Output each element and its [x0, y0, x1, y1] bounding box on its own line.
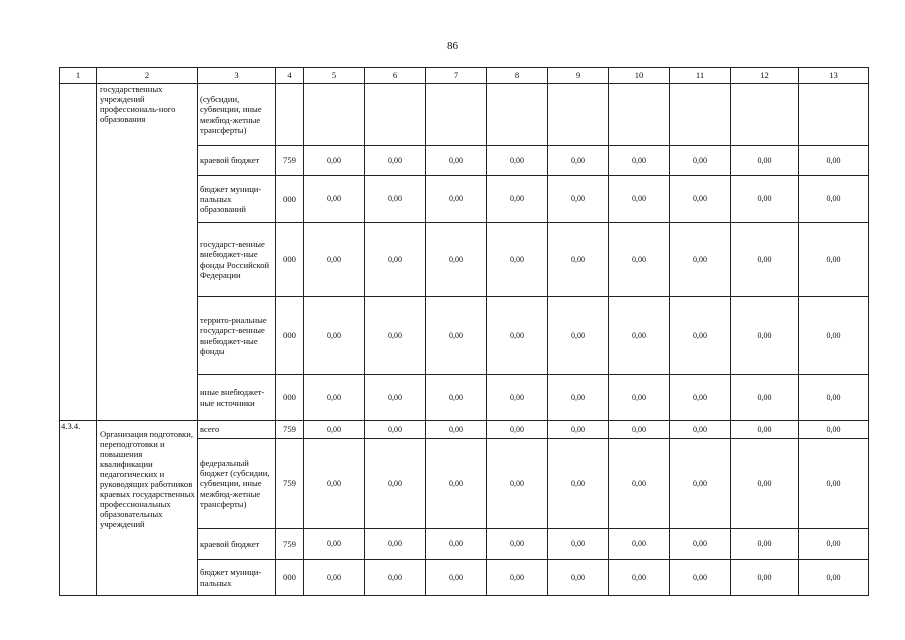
- header-row: [60, 68, 869, 84]
- funding-source-cell: бюджет муници-пальных образований: [198, 176, 276, 223]
- value-cell: 0,00: [304, 560, 365, 596]
- funding-source-cell: краевой бюджет: [198, 529, 276, 560]
- value-cell: 0,00: [799, 421, 869, 439]
- header-cell: 3: [198, 68, 276, 84]
- value-cell: 0,00: [731, 146, 799, 176]
- value-cell: 0,00: [609, 146, 670, 176]
- value-cell: 0,00: [799, 146, 869, 176]
- value-cell: 0,00: [731, 421, 799, 439]
- value-cell: 0,00: [487, 421, 548, 439]
- value-cell: [426, 84, 487, 146]
- block-b: [60, 421, 869, 596]
- value-cell: 0,00: [304, 375, 365, 421]
- value-cell: 0,00: [365, 146, 426, 176]
- header-cell: 2: [97, 68, 198, 84]
- value-cell: [609, 84, 670, 146]
- value-cell: 0,00: [548, 560, 609, 596]
- table-row: [60, 421, 869, 439]
- value-cell: [799, 84, 869, 146]
- value-cell: 0,00: [304, 223, 365, 297]
- code-cell: 000: [276, 560, 304, 596]
- item-number-cell: 4.3.4.: [60, 421, 97, 596]
- item-number-cell: [60, 84, 97, 421]
- funding-source-cell: террито-риальные государст-венные внебюджет-ные фонды: [198, 297, 276, 375]
- value-cell: 0,00: [304, 146, 365, 176]
- value-cell: 0,00: [670, 297, 731, 375]
- value-cell: 0,00: [426, 176, 487, 223]
- value-cell: 0,00: [487, 375, 548, 421]
- value-cell: 0,00: [365, 421, 426, 439]
- value-cell: 0,00: [731, 297, 799, 375]
- value-cell: 0,00: [731, 529, 799, 560]
- value-cell: 0,00: [670, 223, 731, 297]
- value-cell: 0,00: [365, 439, 426, 529]
- value-cell: 0,00: [670, 529, 731, 560]
- funding-source-cell: иные внебюджет-ные источники: [198, 375, 276, 421]
- value-cell: 0,00: [365, 529, 426, 560]
- value-cell: 0,00: [426, 439, 487, 529]
- value-cell: [731, 84, 799, 146]
- value-cell: 0,00: [426, 560, 487, 596]
- value-cell: 0,00: [670, 375, 731, 421]
- value-cell: 0,00: [487, 176, 548, 223]
- value-cell: 0,00: [609, 223, 670, 297]
- item-name-text: государственных учреждений профессиональ-ного образования: [100, 84, 176, 125]
- funding-source-cell: бюджет муници-пальных: [198, 560, 276, 596]
- value-cell: 0,00: [487, 560, 548, 596]
- value-cell: [670, 84, 731, 146]
- value-cell: 0,00: [548, 176, 609, 223]
- code-cell: 759: [276, 146, 304, 176]
- code-cell: [276, 84, 304, 146]
- block-a: [60, 84, 869, 421]
- code-cell: 000: [276, 223, 304, 297]
- header-cell: 6: [365, 68, 426, 84]
- value-cell: 0,00: [487, 223, 548, 297]
- value-cell: 0,00: [799, 297, 869, 375]
- value-cell: 0,00: [548, 375, 609, 421]
- value-cell: 0,00: [799, 223, 869, 297]
- value-cell: 0,00: [426, 529, 487, 560]
- value-cell: 0,00: [799, 560, 869, 596]
- header-cell: 7: [426, 68, 487, 84]
- code-cell: 000: [276, 297, 304, 375]
- code-cell: 759: [276, 529, 304, 560]
- value-cell: 0,00: [670, 421, 731, 439]
- value-cell: 0,00: [670, 176, 731, 223]
- value-cell: 0,00: [365, 176, 426, 223]
- value-cell: 0,00: [426, 421, 487, 439]
- value-cell: 0,00: [365, 223, 426, 297]
- value-cell: 0,00: [609, 439, 670, 529]
- value-cell: 0,00: [426, 297, 487, 375]
- funding-source-cell: всего: [198, 421, 276, 439]
- header-cell: 8: [487, 68, 548, 84]
- value-cell: 0,00: [487, 146, 548, 176]
- value-cell: [487, 84, 548, 146]
- value-cell: 0,00: [487, 529, 548, 560]
- value-cell: 0,00: [731, 223, 799, 297]
- value-cell: 0,00: [365, 560, 426, 596]
- header-cell: 13: [799, 68, 869, 84]
- code-cell: 759: [276, 421, 304, 439]
- value-cell: 0,00: [609, 176, 670, 223]
- header-cell: 5: [304, 68, 365, 84]
- header-cell: 12: [731, 68, 799, 84]
- value-cell: 0,00: [548, 297, 609, 375]
- budget-table: [59, 67, 869, 596]
- page-number: 86: [447, 40, 458, 52]
- header-cell: 1: [60, 68, 97, 84]
- header-cell: 10: [609, 68, 670, 84]
- funding-source-cell: государст-венные внебюджет-ные фонды Российской Федерации: [198, 223, 276, 297]
- header-cell: 4: [276, 68, 304, 84]
- value-cell: [304, 84, 365, 146]
- value-cell: [548, 84, 609, 146]
- value-cell: 0,00: [548, 439, 609, 529]
- value-cell: 0,00: [670, 560, 731, 596]
- header-cell: 11: [670, 68, 731, 84]
- value-cell: 0,00: [548, 529, 609, 560]
- value-cell: 0,00: [799, 529, 869, 560]
- code-cell: 759: [276, 439, 304, 529]
- item-name-cell: [97, 421, 198, 596]
- value-cell: 0,00: [304, 439, 365, 529]
- value-cell: 0,00: [548, 421, 609, 439]
- item-name-text: Организация подготовки, переподготовки и повышения квалификации педагогических и руководящих работников краевых государственных профессиональных образовательных учреждений: [100, 429, 195, 530]
- item-name-cell: [97, 84, 198, 421]
- value-cell: 0,00: [799, 439, 869, 529]
- value-cell: [365, 84, 426, 146]
- value-cell: 0,00: [609, 375, 670, 421]
- header-cell: 9: [548, 68, 609, 84]
- funding-source-cell: федеральный бюджет (субсидии, субвенции, иные межбюд-жетные трансферты): [198, 439, 276, 529]
- value-cell: 0,00: [426, 223, 487, 297]
- value-cell: 0,00: [304, 421, 365, 439]
- value-cell: 0,00: [304, 176, 365, 223]
- value-cell: 0,00: [670, 146, 731, 176]
- value-cell: 0,00: [426, 146, 487, 176]
- value-cell: 0,00: [365, 375, 426, 421]
- code-cell: 000: [276, 375, 304, 421]
- funding-source-cell: (субсидии, субвенции, иные межбюд-жетные трансферты): [198, 84, 276, 146]
- code-cell: 000: [276, 176, 304, 223]
- value-cell: 0,00: [487, 297, 548, 375]
- value-cell: 0,00: [799, 375, 869, 421]
- value-cell: 0,00: [609, 529, 670, 560]
- value-cell: 0,00: [731, 439, 799, 529]
- value-cell: 0,00: [731, 560, 799, 596]
- value-cell: 0,00: [609, 297, 670, 375]
- value-cell: 0,00: [426, 375, 487, 421]
- value-cell: 0,00: [548, 223, 609, 297]
- value-cell: 0,00: [304, 297, 365, 375]
- table-row: [60, 84, 869, 146]
- value-cell: 0,00: [365, 297, 426, 375]
- value-cell: 0,00: [670, 439, 731, 529]
- value-cell: 0,00: [609, 421, 670, 439]
- funding-source-cell: краевой бюджет: [198, 146, 276, 176]
- value-cell: 0,00: [731, 176, 799, 223]
- value-cell: 0,00: [548, 146, 609, 176]
- value-cell: 0,00: [609, 560, 670, 596]
- value-cell: 0,00: [731, 375, 799, 421]
- value-cell: 0,00: [799, 176, 869, 223]
- value-cell: 0,00: [304, 529, 365, 560]
- value-cell: 0,00: [487, 439, 548, 529]
